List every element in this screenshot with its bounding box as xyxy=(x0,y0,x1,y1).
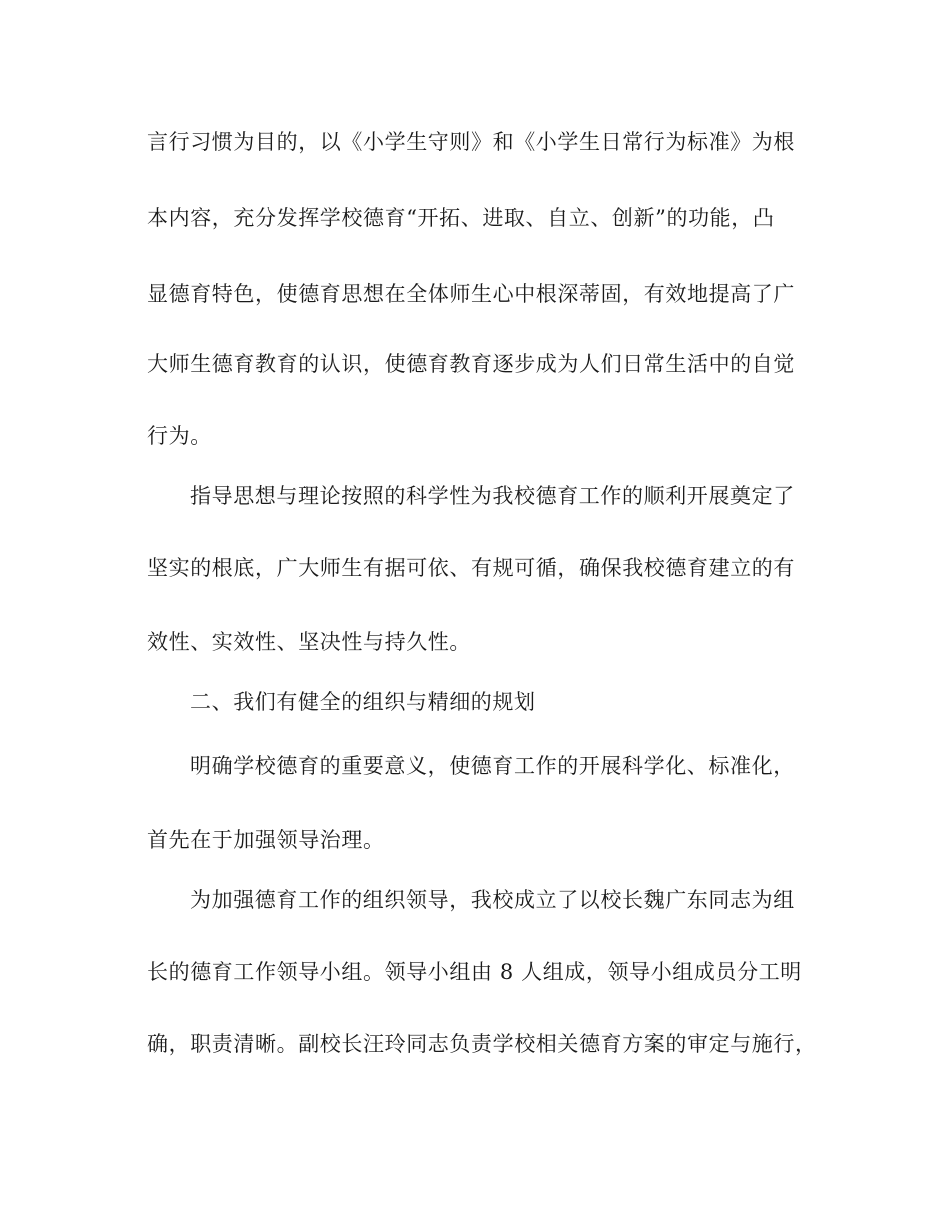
text-line: 确，职责清晰。副校长汪玲同志负责学校相关德育方案的审定与施行， xyxy=(147,1032,817,1056)
text-line: 言行习惯为目的，以《小学生守则》和《小学生日常行为标准》为根 xyxy=(147,130,795,154)
paragraph-start-line: 指导思想与理论按照的科学性为我校德育工作的顺利开展奠定了 xyxy=(190,484,795,508)
text-line: 效性、实效性、坚决性与持久性。 xyxy=(147,630,471,654)
text-line: 大师生德育教育的认识，使德育教育逐步成为人们日常生活中的自觉 xyxy=(147,352,795,376)
text-line: 首先在于加强领导治理。 xyxy=(147,828,385,852)
paragraph-start-line: 明确学校德育的重要意义，使德育工作的开展科学化、标准化， xyxy=(190,754,795,778)
text-line: 显德育特色，使德育思想在全体师生心中根深蒂固，有效地提高了广 xyxy=(147,282,795,306)
paragraph-start-line: 为加强德育工作的组织领导，我校成立了以校长魏广东同志为组 xyxy=(190,888,795,912)
text-line: 行为。 xyxy=(147,424,212,448)
text-line: 长的德育工作领导小组。领导小组由 8 人组成，领导小组成员分工明 xyxy=(147,960,802,984)
section-heading: 二、我们有健全的组织与精细的规划 xyxy=(190,690,536,714)
text-line: 坚实的根底，广大师生有据可依、有规可循，确保我校德育建立的有 xyxy=(147,556,795,580)
text-line: 本内容，充分发挥学校德育“开拓、进取、自立、创新”的功能，凸 xyxy=(147,206,775,230)
